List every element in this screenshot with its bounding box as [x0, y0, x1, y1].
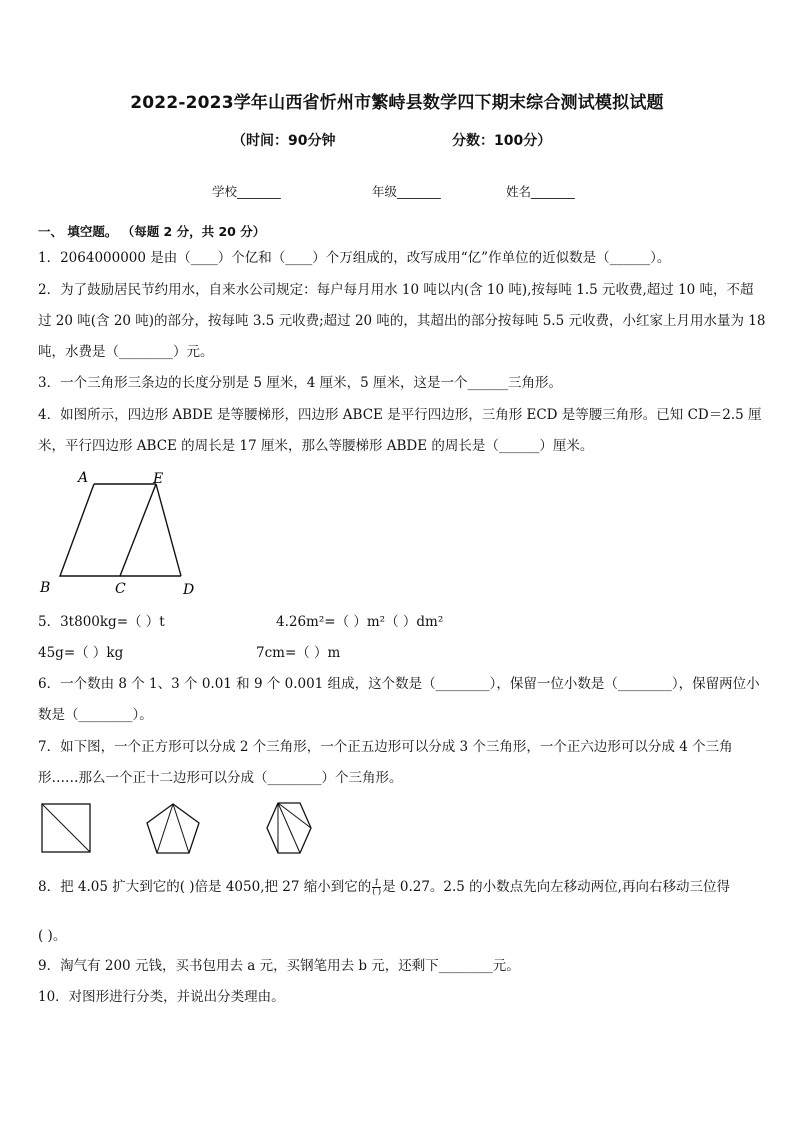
pentagon-shape: [147, 804, 199, 853]
question-8-line-1: [38, 877, 758, 897]
q8-fraction-numerator: 1: [374, 878, 380, 887]
exam-meta: [232, 130, 572, 150]
q5-centimeters: 7cm=（ ）m: [256, 645, 341, 661]
q5-area: 4.26m²=（ ）m²（ ）dm²: [276, 614, 444, 630]
vertex-b-label: B: [40, 580, 51, 596]
question-7-line-1: 7．如下图，一个正方形可以分成 2 个三角形，一个正五边形可以分成 3 个三角形，一个正六边形可以分成 4 个三角: [38, 739, 733, 755]
school-field: 学校_______: [212, 184, 281, 199]
vertex-d-label: D: [183, 582, 195, 598]
question-5-row-1: [38, 612, 758, 632]
vertex-e-label: E: [153, 471, 164, 487]
question-6-line-2: 数是（________）。: [38, 707, 153, 723]
q8-fraction: [372, 879, 381, 896]
square-diagonal: [42, 804, 90, 852]
vertex-a-label: A: [78, 470, 89, 486]
q5-tons: 5．3t800kg=（ ）t: [38, 614, 165, 630]
pentagon-diagonal-2: [157, 804, 173, 853]
name-field: 姓名_______: [506, 184, 575, 199]
vertex-c-label: C: [115, 581, 126, 597]
question-7-line-2: 形……那么一个正十二边形可以分成（________）个三角形。: [38, 770, 403, 786]
question-5-row-2: [38, 643, 758, 663]
question-8-line-2: ( )。: [38, 928, 67, 944]
grade-field: 年级_______: [372, 184, 441, 199]
trapezoid-figure: [36, 466, 206, 602]
parallelogram-outline: [60, 484, 156, 576]
question-2-line-2: 过 20 吨(含 20 吨)的部分，按每吨 3.5 元收费;超过 20 吨的，其超出的部分按每吨 5.5 元收费，小红家上月用水量为 18: [38, 313, 766, 329]
question-4-line-1: 4．如图所示，四边形 ABDE 是等腰梯形，四边形 ABCE 是平行四边形，三角形 ECD 是等腰三角形。已知 CD＝2.5 厘: [38, 407, 762, 423]
q5-grams: 45g=（ ）kg: [38, 645, 124, 661]
pentagon-diagonal-1: [173, 804, 189, 853]
question-3: 3．一个三角形三条边的长度分别是 5 厘米，4 厘米，5 厘米，这是一个______三角形。: [38, 375, 563, 391]
page-title: 2022-2023学年山西省忻州市繁峙县数学四下期末综合测试模拟试题: [130, 93, 664, 113]
question-9: 9．淘气有 200 元钱，买书包用去 a 元，买钢笔用去 b 元，还剩下________元。: [38, 958, 520, 974]
score-label: 分数：100分）: [452, 133, 552, 149]
question-2-line-1: 2．为了鼓励居民节约用水，自来水公司规定：每户每月用水 10 吨以内(含 10 吨),按每吨 1.5 元收费,超过 10 吨，不超: [38, 282, 754, 298]
segment-e-d: [156, 484, 181, 576]
hexagon-diagonal-2: [278, 803, 300, 853]
question-10: 10．对图形进行分类，并说出分类理由。: [38, 989, 285, 1005]
question-6-line-1: 6．一个数由 8 个 1、3 个 0.01 和 9 个 0.001 组成，这个数是（________），保留一位小数是（________），保留两位小: [38, 676, 760, 692]
q8-text-end: 是 0.27。2.5 的小数点先向左移动两位,再向右移动三位得: [382, 879, 730, 895]
question-4-line-2: 米，平行四边形 ABCE 的周长是 17 厘米，那么等腰梯形 ABDE 的周长是（______）厘米。: [38, 438, 594, 454]
time-label: （时间：90分钟: [232, 133, 336, 149]
polygon-figures: [38, 800, 358, 858]
q8-text-start: 8．把 4.05 扩大到它的( )倍是 4050,把 27 缩小到它的: [38, 879, 372, 895]
section-heading: 一、 填空题。 （每题 2 分，共 20 分）: [38, 224, 266, 239]
question-2-line-3: 吨，水费是（________）元。: [38, 344, 214, 360]
question-1: 1．2064000000 是由（____）个亿和（____）个万组成的，改写成用“亿”作单位的近似数是（______）。: [38, 250, 671, 266]
q8-fraction-denominator: ( ): [372, 887, 382, 896]
